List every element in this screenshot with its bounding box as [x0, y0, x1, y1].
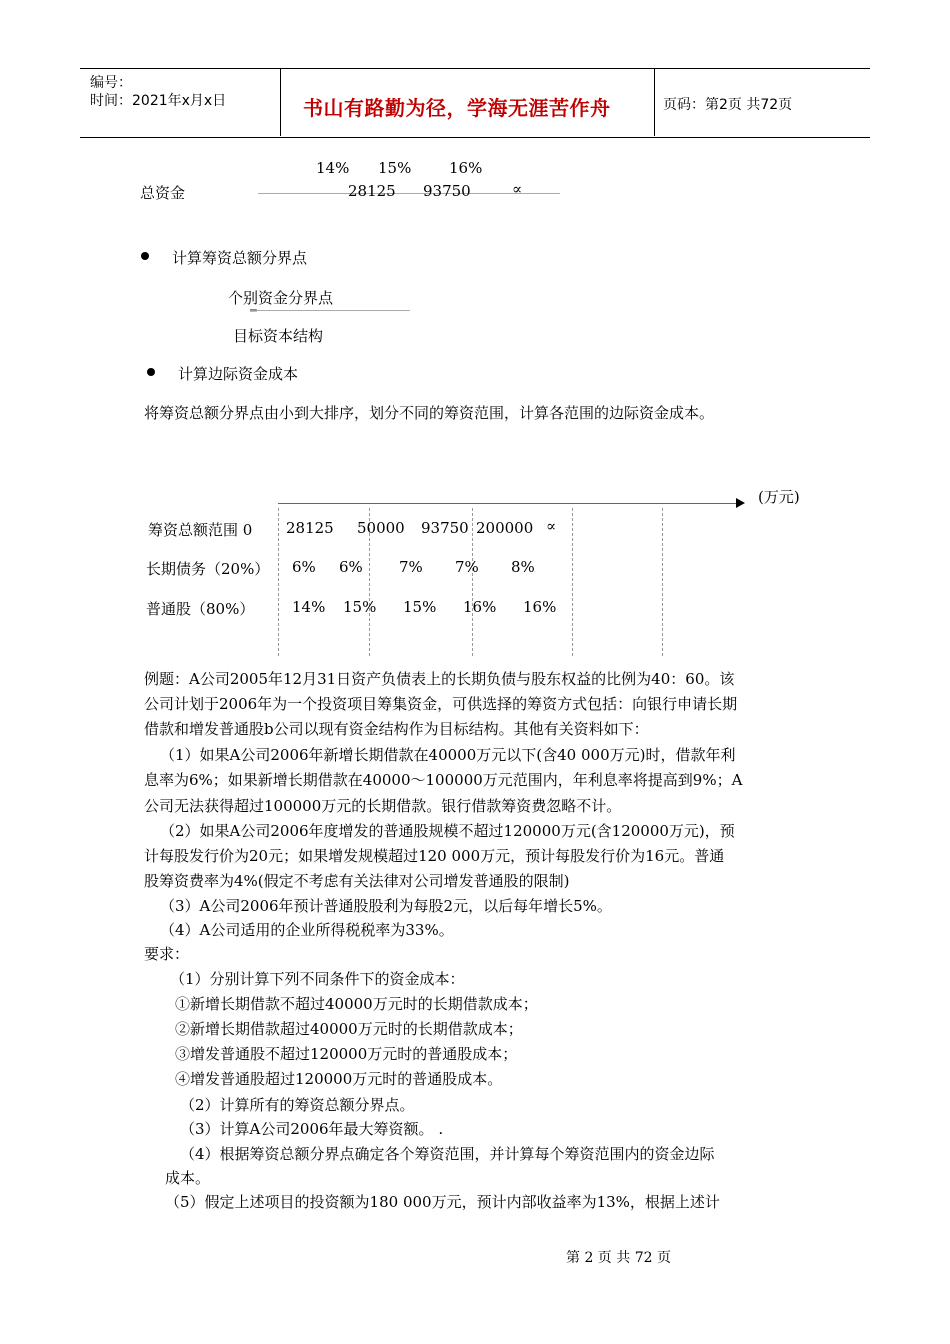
rate-label: 15% [378, 159, 412, 177]
range-value: 15% [403, 598, 437, 616]
doc-code-label: 编号： [90, 75, 132, 91]
range-value: 8% [511, 558, 535, 576]
header-divider [280, 68, 281, 136]
example-line: 公司无法获得超过100000万元的长期借款。银行借款筹资费忽略不计。 [144, 797, 622, 815]
example-line: （3）A公司2006年预计普通股股利为每股2元，以后每年增长5%。 [160, 897, 612, 915]
equals-icon: ═ [250, 304, 257, 317]
range-divider [572, 508, 573, 656]
range-value: 7% [399, 558, 423, 576]
example-line: 息率为6%；如果新增长期借款在40000～100000万元范围内，年利息率将提高到9%；A [144, 771, 743, 789]
formula-numerator: 个别资金分界点 [228, 289, 334, 307]
fraction-bar [250, 310, 410, 311]
rate-label: 16% [449, 159, 483, 177]
example-line: （5）假定上述项目的投资额为180 000万元，预计内部收益率为13%，根据上述计 [165, 1193, 720, 1211]
section-intro: 将筹资总额分界点由小到大排序，划分不同的筹资范围，计算各范围的边际资金成本。 [144, 404, 715, 422]
breakpoint-value: 93750 [423, 182, 471, 200]
example-line: ③增发普通股不超过120000万元时的普通股成本； [175, 1045, 518, 1063]
unit-label: (万元) [758, 488, 800, 506]
example-line: （2）如果A公司2006年度增发的普通股规模不超过120000万元(含120000万元)，预 [160, 822, 735, 840]
example-line: （4）根据筹资总额分界点确定各个筹资范围，并计算每个筹资范围内的资金边际 [180, 1145, 715, 1163]
row-label: 长期债务（20%） [146, 560, 270, 578]
range-value: 93750 [421, 519, 469, 537]
range-value: 14% [292, 598, 326, 616]
example-line: 成本。 [165, 1169, 211, 1187]
header-motto: 书山有路勤为径，学海无涯苦作舟 [303, 96, 611, 120]
example-line: （4）A公司适用的企业所得税税率为33%。 [160, 921, 454, 939]
doc-date-label: 时间：2021年x月x日 [90, 93, 227, 109]
range-value: 7% [455, 558, 479, 576]
breakpoint-value: ∝ [512, 180, 523, 198]
range-divider [662, 508, 663, 656]
example-line: （3）计算A公司2006年最大筹资额。 . [180, 1120, 444, 1138]
range-divider [278, 508, 279, 656]
range-value: 6% [292, 558, 316, 576]
bullet-icon [141, 252, 149, 260]
header-divider [654, 68, 655, 136]
example-line: 计每股发行价为20元；如果增发规模超过120 000万元，预计每股发行价为16元。普通 [144, 847, 725, 865]
example-line: （1）分别计算下列不同条件下的资金成本： [170, 970, 465, 988]
example-line: ①新增长期借款不超过40000万元时的长期借款成本； [175, 995, 538, 1013]
range-value: 200000 [476, 519, 534, 537]
range-axis [278, 503, 738, 504]
range-value: 50000 [357, 519, 405, 537]
example-line: ④增发普通股超过120000万元时的普通股成本。 [175, 1070, 503, 1088]
breakpoint-value: 28125 [348, 182, 396, 200]
row-label: 筹资总额范围 0 [148, 521, 253, 539]
section-heading: 计算筹资总额分界点 [172, 249, 308, 267]
total-capital-label: 总资金 [140, 184, 186, 202]
example-line: 例题：A公司2005年12月31日资产负债表上的长期负债与股东权益的比例为40：60。该 [144, 670, 735, 688]
header-page-label: 页码：第2页 共72页 [663, 97, 793, 113]
range-value: 6% [339, 558, 363, 576]
example-line: 要求： [144, 945, 190, 963]
bullet-icon [147, 368, 155, 376]
example-line: （2）计算所有的筹资总额分界点。 [180, 1096, 415, 1114]
page-footer: 第 2 页 共 72 页 [566, 1250, 671, 1266]
range-value: 15% [343, 598, 377, 616]
range-value: 16% [463, 598, 497, 616]
range-value: 16% [523, 598, 557, 616]
example-line: 公司计划于2006年为一个投资项目筹集资金，可供选择的筹资方式包括：向银行申请长期 [144, 695, 738, 713]
example-line: ②新增长期借款超过40000万元时的长期借款成本； [175, 1020, 523, 1038]
section-heading: 计算边际资金成本 [178, 365, 299, 383]
formula-denominator: 目标资本结构 [233, 327, 324, 345]
range-value: ∝ [546, 517, 557, 535]
rate-label: 14% [316, 159, 350, 177]
range-value: 28125 [286, 519, 334, 537]
example-line: （1）如果A公司2006年新增长期借款在40000万元以下(含40 000万元)时，借款年利 [160, 746, 736, 764]
range-divider [472, 508, 473, 656]
example-line: 股筹资费率为4%(假定不考虑有关法律对公司增发普通股的限制) [144, 872, 570, 890]
arrow-right-icon [736, 498, 745, 508]
example-line: 借款和增发普通股b公司以现有资金结构作为目标结构。其他有关资料如下： [144, 720, 649, 738]
row-label: 普通股（80%） [146, 600, 255, 618]
